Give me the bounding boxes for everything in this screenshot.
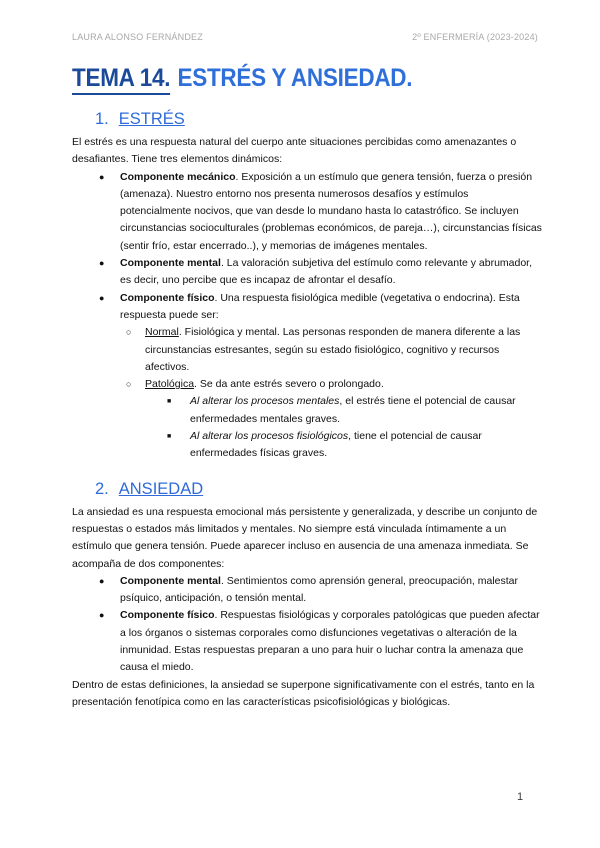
bullet-icon: ● — [99, 171, 105, 182]
list-item — [72, 573, 542, 608]
bullet-lead: Componente físico — [120, 609, 215, 622]
bullet-text: . Sentimientos como aprensión general, preocupación, malestar psíquico, anticipación, o tensión mental. — [120, 574, 519, 605]
page-header — [72, 32, 538, 42]
list-item — [72, 376, 542, 393]
list-item — [72, 607, 542, 676]
section-1-number: 1. — [95, 110, 109, 128]
bullet-icon: ● — [99, 258, 105, 269]
list-item — [72, 255, 542, 290]
section-2-heading — [72, 480, 542, 499]
bullet-lead: Componente mental — [120, 574, 221, 587]
bullet-lead: Normal — [145, 326, 179, 339]
bullet-text: . Una respuesta fisiológica medible (vegetativa o endocrina). Esta respuesta puede ser: — [120, 291, 520, 321]
bullet-icon: ● — [99, 575, 105, 586]
list-item — [72, 290, 542, 325]
circle-bullet-icon: ○ — [126, 379, 132, 390]
section-2-number: 2. — [95, 479, 109, 498]
bullet-icon: ● — [99, 292, 105, 303]
section-1-heading — [72, 110, 542, 129]
circle-bullet-icon: ○ — [126, 327, 132, 338]
bullet-text: . La valoración subjetiva del estímulo como relevante y abrumador, es decir, uno percibe que es incapaz de afrontar el desafío. — [120, 257, 533, 287]
section-2-intro: La ansiedad es una respuesta emocional más persistente y generalizada, y describe un conjunto de respuestas o estados más limitados y mentales. No siempre está vinculada íntimamente a un estímulo que genera tensión. Puede aparecer incluso en ausencia de una amenaza inmediata. Se acompaña de dos componentes: — [72, 505, 538, 570]
section-1-title: ESTRÉS — [118, 110, 185, 128]
section-2-title: ANSIEDAD — [118, 479, 204, 498]
bullet-lead: Al alterar los procesos fisiológicos — [190, 430, 349, 443]
bullet-text: . Exposición a un estímulo que genera tensión, fuerza o presión (amenaza). Nuestro entorno nos presenta numerosos desafíos y estímulos potencialmente nocivos, que van desde lo mundano hasta lo catastrófico. Se incluyen circunstancias socioculturales (problemas económicos, de pareja…), circunstancias físicas (sentir frío, estar encerrado..), y memorias de imágenes mentales. — [120, 170, 542, 252]
bullet-text: , tiene el potencial de causar enfermedades físicas graves. — [190, 430, 482, 460]
bullet-lead: Componente mental — [120, 257, 221, 270]
header-course: 2º ENFERMERÍA (2023-2024) — [412, 32, 538, 42]
list-item — [72, 169, 542, 255]
list-item — [72, 428, 542, 463]
document-title-rest: ESTRÉS Y ANSIEDAD. — [177, 64, 413, 92]
bullet-text: . Respuestas fisiológicas y corporales patológicas que pueden afectar a los órganos o sistemas corporales como disfunciones vegetativas o alteración de la inmunidad. Estas respuestas preparan a uno para huir o luchar contra la amenaza que causa el miedo. — [120, 609, 540, 674]
bullet-lead: Patológica — [145, 378, 195, 391]
section-2-closing: Dentro de estas definiciones, la ansiedad se superpone significativamente con el estrés, tanto en la presentación fenotípica como en las características psicofisiológicas y biológicas. — [72, 678, 535, 708]
bullet-text: , el estrés tiene el potencial de causar enfermedades mentales graves. — [190, 395, 516, 425]
bullet-text: . Fisiológica y mental. Las personas responden de manera diferente a las circunstancias estresantes, según su estado fisiológico, cognitivo y recursos afectivos. — [145, 326, 521, 373]
section-1-intro: El estrés es una respuesta natural del cuerpo ante situaciones percibidas como amenazantes o desafiantes. Tiene tres elementos dinámicos: — [72, 136, 517, 166]
list-item — [72, 324, 542, 376]
square-bullet-icon: ■ — [167, 433, 172, 441]
bullet-lead: Componente físico — [120, 291, 215, 304]
list-item — [72, 393, 542, 428]
bullet-text: . Se da ante estrés severo o prolongado. — [194, 378, 384, 391]
page-number: 1 — [517, 791, 524, 803]
bullet-lead: Componente mecánico — [120, 170, 236, 183]
bullet-icon: ● — [99, 610, 105, 621]
bullet-lead: Al alterar los procesos mentales — [190, 395, 340, 408]
header-author: LAURA ALONSO FERNÁNDEZ — [72, 32, 203, 42]
document-content — [72, 64, 542, 711]
square-bullet-icon: ■ — [167, 398, 172, 406]
document-title — [72, 64, 495, 93]
document-title-lead: TEMA 14. — [72, 64, 170, 95]
